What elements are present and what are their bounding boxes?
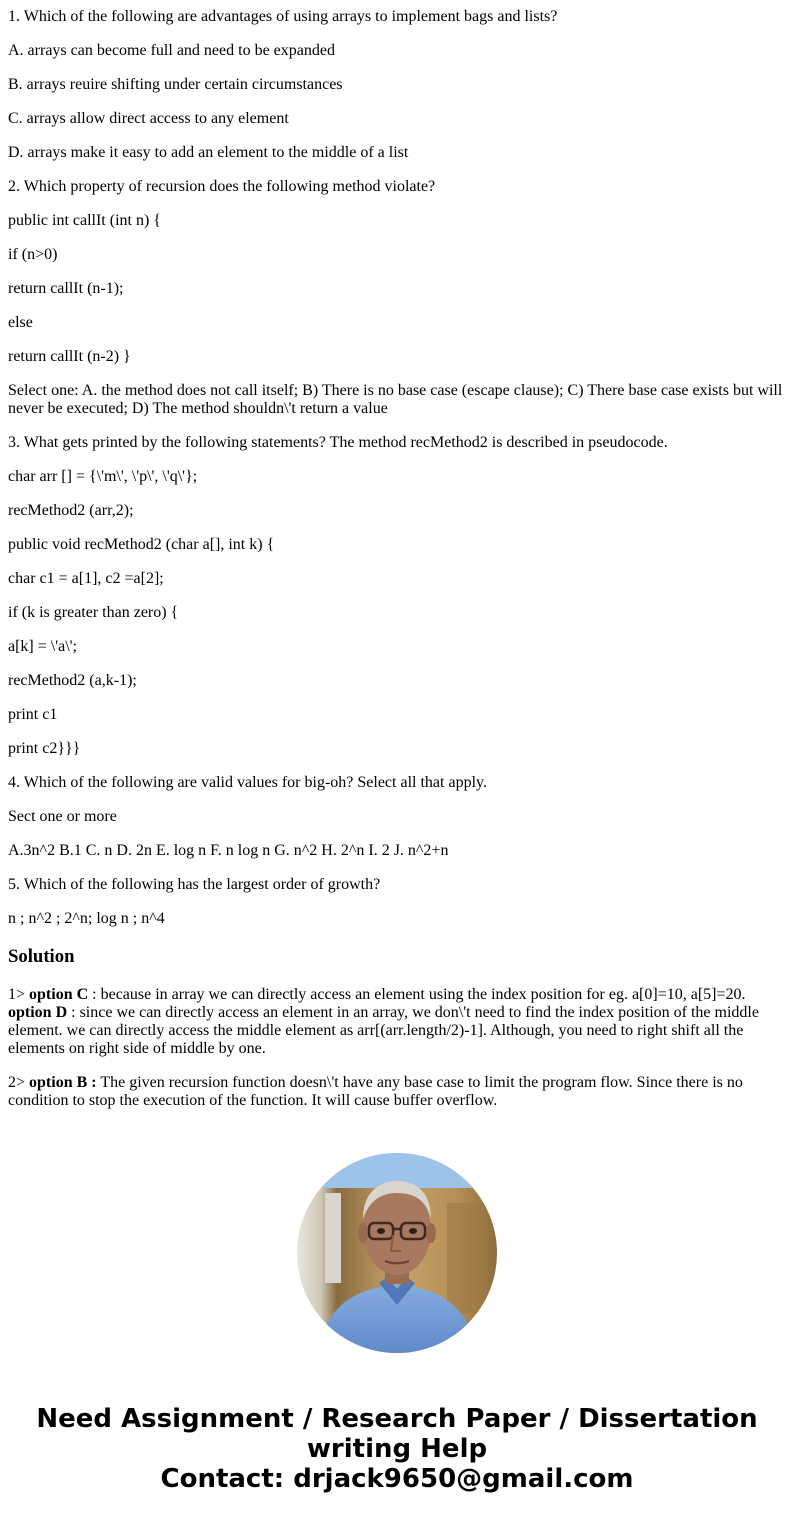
option-1d: D. arrays make it easy to add an element to the middle of a list: [8, 144, 409, 161]
code-line: if (k is greater than zero) {: [8, 604, 179, 621]
code-line: else: [8, 314, 33, 331]
code-line: return callIt (n-2) }: [8, 348, 131, 365]
question-4-instruction: Sect one or more: [8, 808, 117, 825]
question-5-options: n ; n^2 ; 2^n; log n ; n^4: [8, 910, 165, 927]
option-1a: A. arrays can become full and need to be expanded: [8, 42, 335, 59]
code-line: print c1: [8, 706, 58, 723]
code-line: public void recMethod2 (char a[], int k) {: [8, 536, 275, 553]
code-line: char c1 = a[1], c2 =a[2];: [8, 570, 164, 587]
author-avatar: [297, 1153, 497, 1353]
promo-contact: Contact: drjack9650@gmail.com: [160, 1464, 634, 1494]
answer-1-option-d-label: option D: [8, 1004, 68, 1021]
code-line: recMethod2 (a,k-1);: [8, 672, 137, 689]
question-4: 4. Which of the following are valid values for big-oh? Select all that apply.: [8, 774, 487, 791]
answer-1-option-c-label: option C: [29, 986, 89, 1003]
promo-line-2: writing Help: [306, 1434, 488, 1464]
answer-1: [8, 986, 786, 1058]
solution-heading: Solution: [8, 946, 75, 967]
answer-2-prefix: 2>: [8, 1074, 30, 1091]
question-5: 5. Which of the following has the largest order of growth?: [8, 876, 381, 893]
question-1: 1. Which of the following are advantages of using arrays to implement bags and lists?: [8, 8, 558, 25]
question-4-options: A.3n^2 B.1 C. n D. 2n E. log n F. n log n G. n^2 H. 2^n I. 2 J. n^2+n: [8, 842, 449, 859]
code-line: public int callIt (int n) {: [8, 212, 161, 229]
promo-line-1: Need Assignment / Research Paper / Dissertation: [36, 1404, 758, 1434]
answer-2: [8, 1074, 786, 1110]
person-photo-icon: [297, 1153, 497, 1353]
code-line: return callIt (n-1);: [8, 280, 124, 297]
answer-1-option-d-text: : since we can directly access an element in an array, we don\'t need to find the index position of the middle element. we can directly access the middle element as arr[(arr.length/2)-1]. Although, you need to right shift all the elements on right side of middle by one.: [8, 1004, 759, 1057]
question-2-options: Select one: A. the method does not call itself; B) There is no base case (escape clause); C) There base case exists but will never be executed; D) The method shouldn\'t return a value: [8, 382, 783, 417]
question-2: 2. Which property of recursion does the following method violate?: [8, 178, 436, 195]
answer-1-option-c-text: : because in array we can directly access an element using the index position for eg. a[0]=10, a[5]=20.: [88, 986, 746, 1003]
option-1b: B. arrays reuire shifting under certain circumstances: [8, 76, 343, 93]
code-line: recMethod2 (arr,2);: [8, 502, 134, 519]
code-line: print c2}}}: [8, 740, 81, 757]
answer-2-option-b-label: option B :: [29, 1074, 97, 1091]
code-line: if (n>0): [8, 246, 58, 263]
document-body: [8, 0, 786, 1126]
code-line: char arr [] = {\'m\', \'p\', \'q\'};: [8, 468, 198, 485]
answer-1-prefix: 1>: [8, 986, 30, 1003]
option-1c: C. arrays allow direct access to any element: [8, 110, 289, 127]
promo-banner: [0, 1404, 794, 1494]
question-3: 3. What gets printed by the following statements? The method recMethod2 is described in pseudocode.: [8, 434, 668, 451]
answer-2-option-b-text: The given recursion function doesn\'t have any base case to limit the program flow. Since there is no condition to stop the execution of the function. It will cause buffer overflow.: [8, 1074, 743, 1109]
code-line: a[k] = \'a\';: [8, 638, 77, 655]
